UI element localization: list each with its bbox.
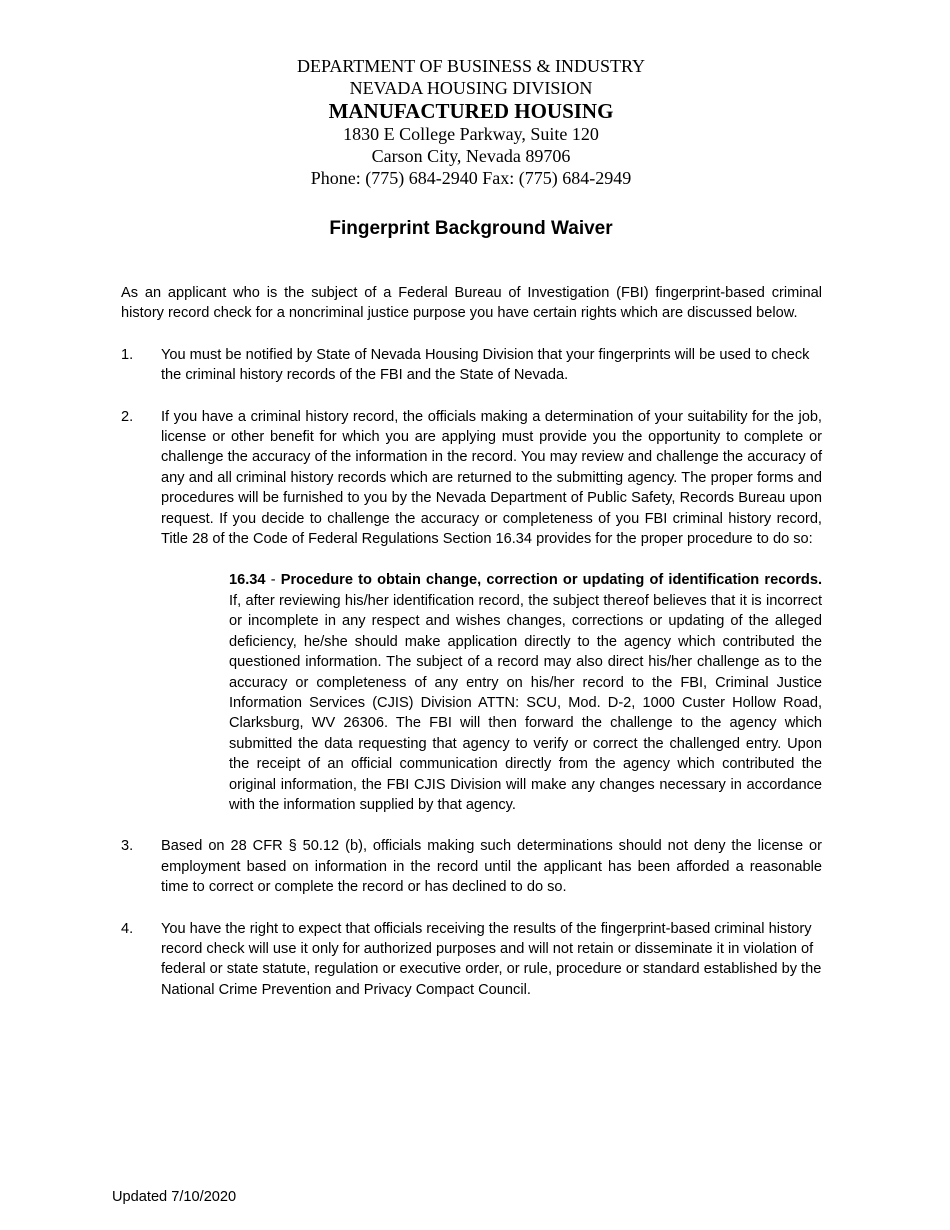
citation-heading: Procedure to obtain change, correction or updating of identification records. bbox=[280, 572, 822, 589]
item-text: If you have a criminal history record, the officials making a determination of your suitability for the job, license or other benefit for which you are applying must provide you the opportunity to complete or challenge the accuracy of the information in the record. You may review and challenge the accuracy of any and all criminal history records which are returned to the submitting agency. The proper forms and procedures will be furnished to you by the Nevada Department of Public Safety, Records Bureau upon request. If you decide to challenge the accuracy or completeness of you FBI criminal history record, Title 28 of the Code of Federal Regulations Section 16.34 provides for the proper procedure to do so: bbox=[161, 408, 822, 548]
letterhead bbox=[0, 55, 942, 189]
division-name: NEVADA HOUSING DIVISION bbox=[349, 78, 593, 98]
item-text: You have the right to expect that officials receiving the results of the fingerprint-based criminal history record check will use it only for authorized purposes and will not retain or disseminate it in violation of federal or state statute, regulation or executive order, or rule, procedure or standard established by the National Crime Prevention and Privacy Compact Council. bbox=[161, 920, 822, 998]
department-name: DEPARTMENT OF BUSINESS & INDUSTRY bbox=[297, 56, 645, 76]
item-text: You must be notified by State of Nevada Housing Division that your fingerprints will be used to check the criminal history records of the FBI and the State of Nevada. bbox=[161, 346, 810, 384]
cfr-citation bbox=[229, 570, 822, 815]
rights-item-2 bbox=[121, 407, 822, 816]
item-number: 1. bbox=[121, 346, 134, 363]
intro-paragraph: As an applicant who is the subject of a Federal Bureau of Investigation (FBI) fingerprint-based criminal history record check for a noncriminal justice purpose you have certain rights which are discussed below. bbox=[121, 285, 822, 322]
address-line-2: Carson City, Nevada 89706 bbox=[371, 146, 571, 166]
item-number: 3. bbox=[121, 838, 134, 855]
document-body bbox=[121, 283, 822, 1000]
section-name: MANUFACTURED HOUSING bbox=[328, 99, 614, 123]
item-number: 4. bbox=[121, 920, 134, 937]
form-title: Fingerprint Background Waiver bbox=[329, 218, 613, 239]
rights-item-4 bbox=[121, 919, 822, 1001]
updated-date: Updated 7/10/2020 bbox=[112, 1189, 237, 1205]
item-text: Based on 28 CFR § 50.12 (b), officials making such determinations should not deny the license or employment based on information in the record until the applicant has been afforded a reasonable time to correct or complete the record or has declined to do so. bbox=[161, 838, 822, 896]
citation-section-number: 16.34 bbox=[229, 572, 266, 589]
rights-item-1 bbox=[121, 345, 822, 386]
item-number: 2. bbox=[121, 408, 134, 425]
rights-item-3 bbox=[121, 836, 822, 897]
address-line-1: 1830 E College Parkway, Suite 120 bbox=[343, 124, 599, 144]
contact-numbers: Phone: (775) 684-2940 Fax: (775) 684-2949 bbox=[310, 168, 632, 188]
citation-body: If, after reviewing his/her identification record, the subject thereof believes that it is incorrect or incomplete in any respect and wishes changes, corrections or updating of the alleged deficiency, he/she should make application directly to the agency which contributed the questioned information. The subject of a record may also direct his/her challenge as to the accuracy or completeness of any entry on his/her record to the FBI, Criminal Justice Information Services (CJIS) Division ATTN: SCU, Mod. D-2, 1000 Custer Hollow Road, Clarksburg, WV 26306. The FBI will then forward the challenge to the agency which submitted the data requesting that agency to verify or correct the challenged entry. Upon the receipt of an official communication directly from the agency which contributed the original information, the FBI CJIS Division will make any changes necessary in accordance with the information supplied by that agency. bbox=[229, 592, 822, 813]
citation-separator: - bbox=[265, 572, 281, 589]
